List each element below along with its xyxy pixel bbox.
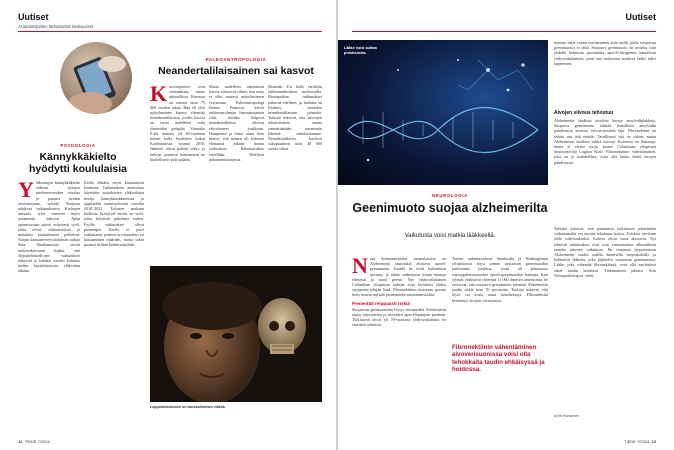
sidebar-subhead: Aivojen siivous tehostuu: [554, 110, 614, 116]
phone-body-col1: Yläkoulujen kännykkäkielto vähensi tyttöjen mielenterveyden oireilua ja paransi heidän arvosanojaan, selviää Norjassa tehdyssä tutkimuksessa. Kieltojen ansiosta tytöt menivät myös useammin lukioon. Apua opinnoissaan saivat erityisesti tytöt, jotka olivat vähävaraisista ja matalasti koulutetuista perheistä. Norjan kansanterveyslaitoksen tutkija Sara Abrahamsson osoitti tutkimuksessaan lisäksi, että älypuhelinkieltojen vaikutukset näkyivät jo kahden vuoden kuluttua niiden käyttöönotosta yläkoulun aikana.: [18, 180, 80, 274]
header-rule-right: [352, 31, 656, 32]
byline: Antti Rantanen: [554, 414, 580, 418]
phone-body-col2: Kielto ehkäisi myös kiusaamista koulussa. Tutkimuksen aineistona käytettiin norjalaisten yläkoulujen tietoja kännykkäsäännöistä ja oppilaiden menestyksestä vuosilta 2010–2021. Tulosten mukaan kiellosta hyötyivät eniten ne tytöt, jotka käyttivät puhelinta eniten. Pojilla vaikutukset olivat pienempiä. Kielto ei juuri vaikuttanut poikien arvosanoihin tai kiusaamisen määrään, mutta sekin paransi heidän keskittymistään.: [84, 180, 144, 248]
section-subtitle: Asiantuntijoiden tarkastamat tiedeuutiset: [18, 24, 94, 29]
neanderthal-kicker: PALEOANTROPOLOGIA: [205, 57, 267, 62]
phone-photo: [60, 42, 132, 114]
phone-headline: Kännykkäkielto hyödytti koululaisia: [28, 151, 128, 175]
alzheimer-deck: Vaikutusta voisi matkia lääkkeellä.: [404, 233, 496, 239]
left-page: [0, 0, 336, 450]
header-rule: [18, 31, 322, 32]
alzheimer-body-col1: Noin kolmannekselta suomalaisista on Alzheimerin tautiriskiä altistava apoe4-geenimuoto. Kaikki he eivät kuitenkaan sairastu, ja tähän vaikuttavat muun muassa elintavat ja muut geenit. Nyt yhdysvaltalaisen Columbian yliopiston tutkijat ovat löytäneet yhden suojaavan tekijän lisää. Fibronektiinin tuottavan geenin tietty muoto näyttää pienentävän sairastumisriskiä. Pienentää reippaasti riskiä Suojaavan geenimuodon löytyi vertaamalla Alzheimerin tautia sairastavien ja terveiden apoe4-kantajien perimää. Tutkittavat olivat yli 70-vuotiaita yhdysvaltalaisia eri etnisistä ryhmistä.: [352, 256, 446, 328]
neuron-dna-image: [338, 40, 548, 185]
right-footer: TIEDE 7/2024 13: [624, 439, 656, 444]
sidebar-col-top: määrän neljä vuotta myöhemmin kuin niillä, joilla suojaavaa geenimuotoa ei ollut. Suojaava geenimuoto on arviolta vain yhdellä kolmesta prosentista apoe4-riskigeenin kantavista yhdysvaltalaisista, joten sen vaikutusta matkiva lääke tulisi tarpeeseen.: [554, 40, 656, 66]
section-label: Uutiset: [18, 12, 49, 22]
alzheimer-subhead: Pienentää reippaasti riskiä: [352, 300, 410, 306]
right-page: [338, 0, 674, 450]
alzheimer-headline: Geenimuoto suojaa alzheimerilta: [352, 201, 548, 215]
neanderthal-body-col3: Shanidar Z:n kallo esiteltiin tutkimuslaitoksen nettisivuilla. Hautapaikan tutkimukset jatkuvat edelleen, ja luolasta on löydetty muitakin neandertalilaisten jäänteitä. Tutkijat uskovat, että kasvojen rekonstruktio auttaa ymmärtämään paremmin läheisiä sukulaisiamme. Neandertalilaiset kuolivat sukupuuttoon noin 40 000 vuotta sitten.: [268, 84, 322, 152]
sidebar-col-mid: Alzheimerin taudissa aivoihin kertyy amyloidiplakkeja. Suojaava geenimuoto edistää haitallisen amyloidin puhdistusta aivoista veri-aivoesteen läpi. Fibronektiini on tärkeä osa tätä estettä. Tavallisesti sitä on vähän, mutta Alzheimerin taudissa määrä kasvaa. Kyseessä on lisäsuoja, mutta ei varma suoja, kertoo Columbian yliopiston neurotieteilijä Caghan Kizil. Fibronektiinin vähentäminen, joka on jo mahdollista, voisi olla keino lisätä aivojen puhdistusta.: [554, 118, 656, 165]
pullquote: Fibronektiinin vähentäminen aivoverisuonissa voisi olla tehokkaita taudin ehkäisyssä ja hoidossa.: [452, 344, 545, 374]
alzheimer-body-col2: Toinen tutkimusryhmä Stanfordin ja Washingtonin yliopistoista löysi saman suojaavan geenimuodon tutkittuaan joukkoa, jossa oli pääasiassa eurooppalaistaustaisia apoe4-geenimuodon kantajia. Kun ryhmät yhdistivät yhteensä 11 000 ihmisen aineistonsa, he arvioivat, että suojaava geenimuoto pienensi Alzheimerin taudin riskiä noin 70 prosenttia. Tutkijat uskovat, että löytö voi avata uusia hoitokeinoja. Fibronektiini kerääntyy aivojen verisuoniin.: [452, 256, 548, 303]
neanderthal-photo: [150, 266, 322, 402]
neanderthal-body-col2: Mutta uudelleen rakennetut kasvot viittaavat siihen, että eroja ei ollut suuresti nykyihmiseen verrattuna. Paleoantropologi Emma Pomeroy kertoi tutkimusryhmän hämmästyneen siitä, kuinka helposti neandertalilaiset olisivat sekoittuneet joukkoon. Hampaista ja luista saatu tieto kertoo, että nainen oli kokenut elämänsä aikana monia vaikeuksia. Rekonstruktio esitellään Netflixin dokumenttisarjassa.: [209, 84, 264, 162]
neanderthal-caption: Loppuluhkokonen on kanssaihmisen näköä.: [150, 405, 226, 409]
image-label: Lääke voisi auttaa puhdistusta.: [344, 46, 377, 55]
left-footer: 12 TIEDE 7/2024: [18, 439, 50, 444]
neanderthal-headline: Neandertalilaisainen sai kasvot: [158, 65, 314, 77]
phone-kicker: PSYKOLOGIA: [60, 143, 96, 148]
sidebar-col-low: Tutkijat uskovat, että paremmin tutkimisen päätelmien vaikuttamalla voi tuottaa tehokasta hoitoa. Tuloksia tarvitaan vielä vahvistukseksi. Kokeet olivat vasta alustavia. Nyt tehtävät tutkimukset ovat osin ensimmäisen alkuvaiheen ennalta tulosten tutkimista. He testaavat hypoteesiaan Alzheimerin taudin mallia kantavilla seeprakaloilla ja kehittävät lääkettä, joka jäljittelisi suojaavaa geenimuotoa. Lääke, joka vähentää fibronektiiniä, voisi olla merkittävä askel taudin hoidossa. Tutkimuksen julkaisi Acta Neuropathologica -lehti.: [554, 226, 656, 278]
section-label-right: Uutiset: [625, 12, 656, 22]
neanderthal-body-col1: Kasvonpiirteet ovat voimakkaat, mutta inhimilliset. Kuvassa on nainen noin 75 000 vuoden takaa. Hän oli yksi nykyihminen kanssa eläneistä neandertalilaisista, joiden kasvot on tuotu uudelleen esiin jäänteiden pohjalta. Shanidar Z:ksi nimetty yli 40-vuotiaan naisen kallo löydettiin Irakin Kurdistanissa vuonna 2018. Jäänteet olivat pahasti rikki, ja tutkijat joutuivat kokoamaan ne huolellisesti pala palalta.: [150, 84, 205, 162]
alzheimer-kicker: NEUROLOGIA: [432, 193, 468, 198]
